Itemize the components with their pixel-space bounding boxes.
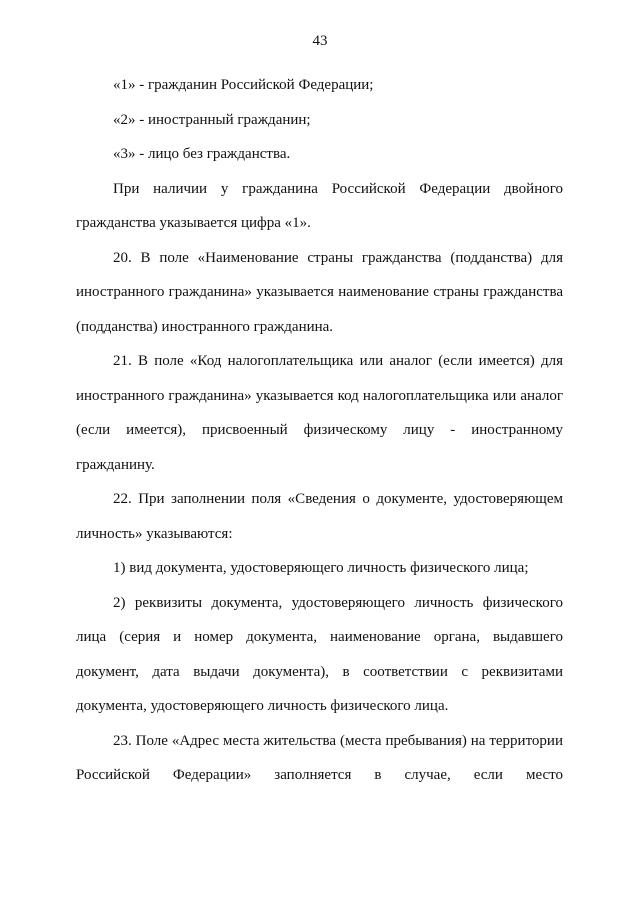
document-body <box>76 68 563 793</box>
paragraph-21: 21. В поле «Код налогоплательщика или аналог (если имеется) для иностранного гражданина» указывается код налогоплательщика или аналог (если имеется), присвоенный физическому лицу - иностранному гражданину. <box>76 353 563 473</box>
paragraph-code-3: «3» - лицо без гражданства. <box>113 146 291 162</box>
page-number: 43 <box>312 33 328 49</box>
paragraph-20: 20. В поле «Наименование страны гражданства (подданства) для иностранного гражданина» указывается наименование страны гражданства (подданства) иностранного гражданина. <box>76 249 563 335</box>
paragraph-22: 22. При заполнении поля «Сведения о документе, удостоверяющем личность» указываются: <box>76 491 563 542</box>
paragraph-code-2: «2» - иностранный гражданин; <box>113 111 311 128</box>
paragraph-23: 23. Поле «Адрес места жительства (места пребывания) на территории Российской Федерации» заполняется в случае, если место <box>76 732 563 783</box>
paragraph-dual-citizenship: При наличии у гражданина Российской Федерации двойного гражданства указывается цифра «1». <box>76 180 563 231</box>
paragraph-22-item-2: 2) реквизиты документа, удостоверяющего личность физического лица (серия и номер документа, наименование органа, выдавшего документ, дата выдачи документа), в соответствии с реквизитами документа, удостоверяющего личность физического лица. <box>76 594 563 714</box>
paragraph-22-item-1: 1) вид документа, удостоверяющего личность физического лица; <box>113 560 529 576</box>
paragraph-code-1: «1» - гражданин Российской Федерации; <box>113 77 374 93</box>
